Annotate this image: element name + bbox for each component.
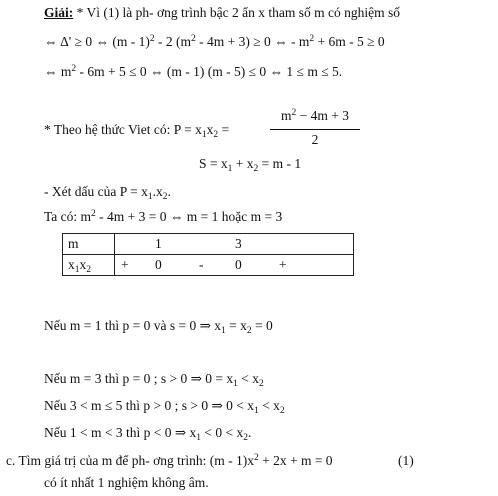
text: S = x [199, 156, 228, 171]
exponent: 2 [91, 209, 96, 219]
subscript: 1 [233, 379, 238, 389]
text: * Theo hệ thức Viet có: P = x [44, 122, 202, 137]
exponent: 2 [191, 34, 196, 44]
root-value: 3 [235, 236, 242, 251]
text: m [281, 108, 292, 123]
case-m-equals-1 [44, 317, 273, 337]
text: < x [258, 398, 280, 413]
text: - 4m + 3 = 0 ⇔ m = 1 hoặc m = 3 [95, 209, 283, 224]
subscript: 2 [213, 130, 219, 140]
fraction-numerator [270, 108, 360, 124]
case-3-to-5 [44, 397, 285, 417]
exponent: 2 [253, 453, 259, 463]
subscript: 1 [147, 192, 153, 202]
exponent: 2 [149, 34, 155, 44]
equation-tag: (1) [398, 453, 414, 468]
text: x [79, 257, 87, 272]
viet-sum-line [199, 155, 301, 175]
sign-value: + [121, 257, 129, 272]
subscript: 2 [259, 379, 264, 389]
text: - 6m + 5 ≤ 0 ⇔ (m - 1) (m - 5) ≤ 0 ⇔ 1 ≤ m ≤ 5. [76, 64, 343, 79]
subscript: 2 [279, 406, 285, 416]
sign-analysis-heading [44, 183, 171, 203]
subscript: 2 [162, 192, 168, 202]
text: . [167, 184, 171, 199]
subscript: 1 [254, 406, 259, 416]
text: ⇔ m [44, 64, 72, 79]
subscript: 1 [196, 433, 202, 443]
text: Nếu 1 < m < 3 thì p < 0 ⇒ x [44, 425, 197, 440]
part-c-condition: có ít nhất 1 nghiệm không âm. [44, 475, 209, 490]
subscript: 2 [86, 265, 91, 275]
text: < x [237, 371, 260, 386]
table-cell [63, 255, 115, 276]
sign-value: - [199, 257, 204, 272]
text: . [248, 425, 252, 440]
text: < 0 < x [201, 425, 244, 440]
text: = [218, 122, 230, 137]
subscript: 1 [221, 326, 226, 336]
text: x [68, 257, 75, 272]
table-row [63, 255, 354, 276]
text: - 2 (m [154, 34, 192, 49]
text: x [206, 122, 214, 137]
sign-table [62, 233, 354, 276]
exponent: 2 [71, 64, 77, 74]
text: + x [232, 156, 254, 171]
text: = x [225, 318, 247, 333]
viet-product-line [44, 121, 229, 141]
discriminant-result [44, 63, 342, 83]
discriminant-condition [44, 33, 385, 53]
text: Nếu m = 1 thì p = 0 và s = 0 ⇒ x [44, 318, 222, 333]
case-1-to-3 [44, 424, 251, 444]
fraction-denominator: 2 [311, 132, 319, 147]
text: = m - 1 [258, 156, 302, 171]
line1-text: * Vì (1) là ph- ơng trình bậc 2 ẩn x tham số m có nghiệm số [73, 5, 400, 20]
text: - Xét dấu của P = x [44, 184, 148, 199]
subscript: 2 [243, 433, 249, 443]
part-c-question [6, 452, 333, 472]
text: .x [152, 184, 163, 199]
text: c. Tìm giá trị của m để ph- ơng trình: (m - 1)x [6, 453, 254, 468]
roots-line [44, 208, 282, 228]
table-cell [115, 255, 354, 276]
subscript: 2 [246, 326, 252, 336]
text: + 2x + m = 0 [258, 453, 333, 468]
text: ⇔ Δ' ≥ 0 ⇔ (m - 1) [44, 34, 150, 49]
solution-heading-line [44, 4, 400, 22]
subscript: 1 [74, 265, 80, 275]
exponent: 2 [309, 34, 315, 44]
case-m-equals-3 [44, 370, 264, 390]
text: Nếu m = 3 thì p = 0 ; s > 0 ⇒ 0 = x [44, 371, 234, 386]
text: - 4m + 3) ≥ 0 ⇔ - m [195, 34, 310, 49]
text: Nếu 3 < m ≤ 5 thì p > 0 ; s > 0 ⇒ 0 < x [44, 398, 255, 413]
subscript: 1 [227, 164, 233, 174]
fraction-bar [270, 129, 360, 130]
sign-value: 0 [155, 257, 162, 272]
table-row [63, 234, 354, 255]
subscript: 2 [253, 164, 259, 174]
text: = 0 [251, 318, 273, 333]
text: + 6m - 5 ≥ 0 [314, 34, 385, 49]
sign-value: + [279, 257, 287, 272]
exponent: 2 [291, 108, 297, 118]
root-value: 1 [155, 236, 162, 251]
text: − 4m + 3 [296, 108, 349, 123]
text: Ta có: m [44, 209, 92, 224]
solution-label: Giải: [44, 5, 74, 20]
table-cell: m [63, 234, 115, 255]
sign-value: 0 [235, 257, 242, 272]
table-cell [115, 234, 354, 255]
subscript: 1 [201, 130, 207, 140]
